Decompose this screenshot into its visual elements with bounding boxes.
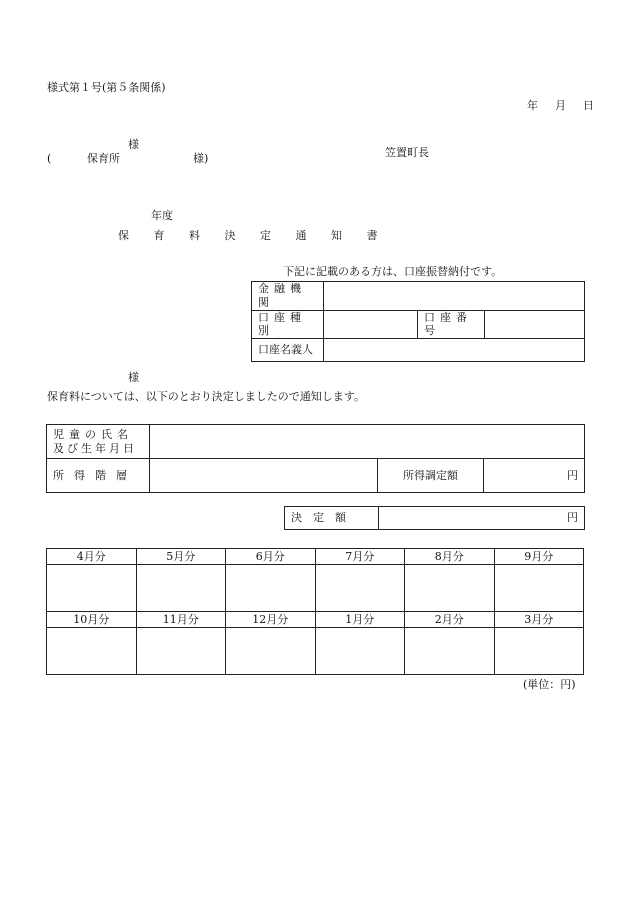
recipient-open-paren: ( [47,152,52,165]
nursery-honorific: 様) [193,152,209,165]
month-value-cell[interactable] [226,628,316,675]
month-value-cell[interactable] [494,628,584,675]
title-char: 料 [189,229,200,242]
child-name-label-line2: 及び生年月日 [53,441,137,455]
month-header: 6月分 [226,549,316,565]
account-holder-label: 口座名義人 [252,339,324,362]
title-char: 決 [224,229,236,242]
month-header: 9月分 [494,549,584,565]
fiscal-year-label: 年度 [151,209,173,222]
decided-amount-table [284,506,585,530]
child-name-label-line1: 児童の氏名 [53,427,133,441]
assessed-income-yen: 円 [567,468,579,482]
title-char: 保 [118,229,129,242]
account-holder-field[interactable] [324,339,585,362]
bank-account-table [251,281,585,362]
assessed-income-field[interactable] [484,459,585,493]
month-value-cell[interactable] [226,565,316,612]
institution-label: 金融機関 [252,282,324,311]
month-header: 11月分 [136,612,226,628]
month-header: 5月分 [136,549,226,565]
bank-transfer-note: 下記に記載のある方は、口座振替納付です。 [283,265,503,278]
monthly-fee-table [46,548,584,675]
title-char: 通 [295,229,307,242]
child-info-table [46,424,585,493]
month-header: 12月分 [226,612,316,628]
month-header: 7月分 [315,549,405,565]
unit-note: (単位：円) [523,678,576,691]
month-header: 4月分 [47,549,137,565]
recipient-honorific: 様 [128,138,139,151]
account-type-field[interactable] [324,310,418,339]
month-value-cell[interactable] [405,628,495,675]
decided-amount-field[interactable] [379,507,585,530]
assessed-income-label: 所得調定額 [378,459,484,493]
month-header: 2月分 [405,612,495,628]
institution-field[interactable] [324,282,585,311]
decided-amount-label: 決 定 額 [285,507,379,530]
month-value-cell[interactable] [47,628,137,675]
addressee-honorific: 様 [128,371,139,384]
month-header: 3月分 [494,612,584,628]
intro-text: 保育料については、以下のとおり決定しましたので通知します。 [47,390,365,403]
month-header: 10月分 [47,612,137,628]
month-header: 8月分 [405,549,495,565]
title-char: 書 [366,229,378,242]
month-value-cell[interactable] [47,565,137,612]
title-char: 知 [331,229,342,242]
month-value-cell[interactable] [315,628,405,675]
child-name-label [47,425,150,459]
month-value-cell[interactable] [136,565,226,612]
month-header: 1月分 [315,612,405,628]
child-name-field[interactable] [150,425,585,459]
account-number-label: 口座番号 [418,310,485,339]
month-value-cell[interactable] [494,565,584,612]
form-number: 様式第１号(第５条関係) [47,81,166,94]
month-value-cell[interactable] [136,628,226,675]
issuer-name: 笠置町長 [385,146,429,159]
income-bracket-label: 所得階層 [47,459,150,493]
income-bracket-field[interactable] [150,459,378,493]
month-value-cell[interactable] [405,565,495,612]
nursery-label: 保育所 [87,152,120,165]
title-char: 定 [260,229,271,242]
decided-amount-yen: 円 [567,511,578,525]
account-number-field[interactable] [485,310,585,339]
document-title [118,230,402,241]
date-line: 年 月 日 [527,99,597,112]
month-value-cell[interactable] [315,565,405,612]
account-type-label: 口座種別 [252,310,324,339]
title-char: 育 [153,229,165,242]
